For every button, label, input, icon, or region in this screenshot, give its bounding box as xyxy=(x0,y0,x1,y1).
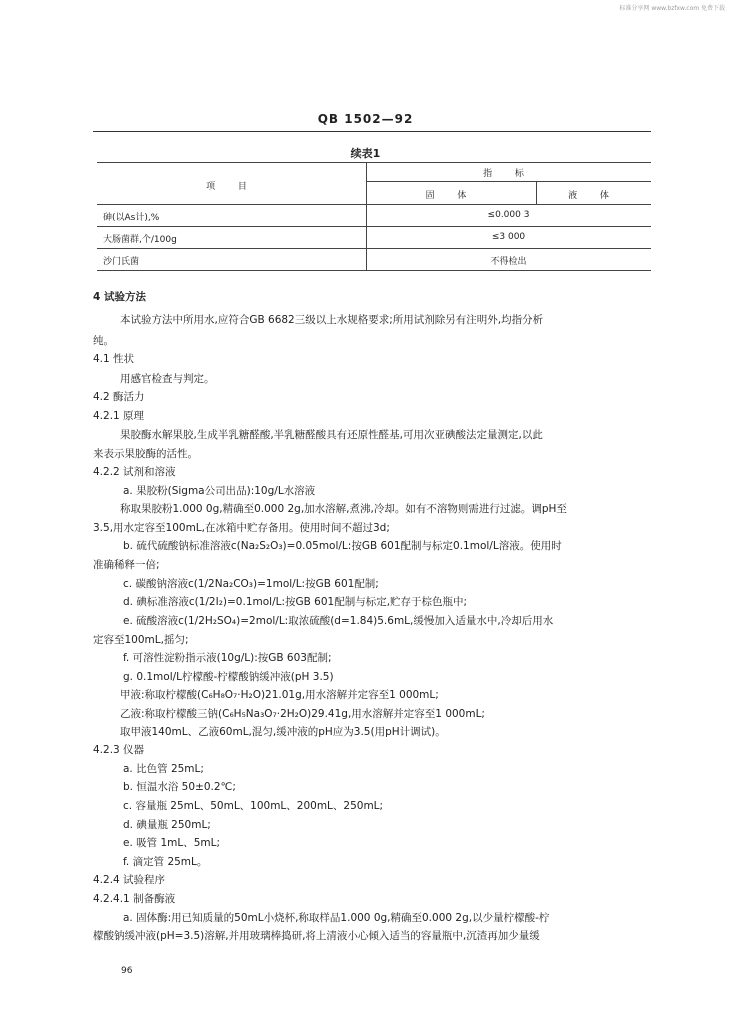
list-item: a. 固体酶:用已知质量的50mL小烧杯,称取样品1.000 0g,精确至0.000 2g,以少量柠檬酸-柠 xyxy=(123,912,550,924)
paragraph-line: 取甲液140mL、乙液60mL,混匀,缓冲液的pH应为3.5(用pH计调试)。 xyxy=(120,726,446,738)
subsection-heading: 4.2.2 试剂和溶液 xyxy=(93,466,176,478)
subsection-heading: 4.2 酶活力 xyxy=(93,391,145,403)
paragraph-line: 乙液:称取柠檬酸三钠(C₆H₅Na₃O₇·2H₂O)29.41g,用水溶解并定容至1 000mL; xyxy=(120,708,485,720)
subsection-heading: 4.2.4 试验程序 xyxy=(93,874,166,886)
paragraph-line: 甲液:称取柠檬酸(C₆H₈O₇·H₂O)21.01g,用水溶解并定容至1 000mL; xyxy=(120,689,439,701)
list-item: c. 容量瓶 25mL、50mL、100mL、200mL、250mL; xyxy=(123,800,384,812)
list-item: b. 恒温水浴 50±0.2℃; xyxy=(123,781,236,793)
list-item: c. 碳酸钠溶液c(1/2Na₂CO₃)=1mol/L:按GB 601配制; xyxy=(123,578,379,590)
table-row-label: 沙门氏菌 xyxy=(103,257,140,267)
table-bottom-rule xyxy=(97,270,651,271)
col-header-liquid: 液 体 xyxy=(568,191,619,201)
list-item: f. 可溶性淀粉指示液(10g/L):按GB 603配制; xyxy=(123,652,332,664)
table-title: 续表1 xyxy=(350,147,381,160)
paragraph-line: 准确稀释一倍; xyxy=(93,559,160,571)
subsection-heading: 4.2.4.1 制备酶液 xyxy=(93,893,176,905)
table-row-label: 砷(以As计),% xyxy=(103,213,160,223)
table-row-value: 不得检出 xyxy=(490,257,527,267)
col-header-solid: 固 体 xyxy=(425,191,477,201)
subsection-heading: 4.2.1 原理 xyxy=(93,410,145,422)
list-item: a. 比色管 25mL; xyxy=(123,763,204,775)
paragraph-line: 3.5,用水定容至100mL,在冰箱中贮存备用。使用时间不超过3d; xyxy=(93,522,390,534)
paragraph-line: 称取果胶粉1.000 0g,精确至0.000 2g,加水溶解,煮沸,冷却。如有不溶物则需进行过滤。调pH至 xyxy=(120,503,567,515)
table-header-rule xyxy=(97,204,651,205)
table-row-rule xyxy=(97,226,651,227)
table-row-rule xyxy=(97,248,651,249)
paragraph-line: 檬酸钠缓冲液(pH=3.5)溶解,并用玻璃棒捣研,将上清液小心倾入适当的容量瓶中,沉渣再加少量缓 xyxy=(93,930,540,942)
list-item: a. 果胶粉(Sigma公司出品):10g/L水溶液 xyxy=(123,485,316,497)
list-item: b. 硫代硫酸钠标准溶液c(Na₂S₂O₃)=0.05mol/L:按GB 601配制与标定0.1mol/L溶液。使用时 xyxy=(123,540,562,552)
standard-number: QB 1502—92 xyxy=(317,112,414,126)
subsection-heading: 4.1 性状 xyxy=(93,353,135,365)
header-rule xyxy=(93,131,651,132)
section-heading: 4 试验方法 xyxy=(93,291,146,303)
watermark: 标准分享网 www.bzfxw.com 免费下载 xyxy=(619,5,725,12)
paragraph-line: 纯。 xyxy=(93,335,114,347)
list-item: f. 滴定管 25mL。 xyxy=(123,856,208,868)
table-top-rule xyxy=(97,162,651,163)
table-row-label: 大肠菌群,个/100g xyxy=(103,235,177,245)
paragraph-line: 本试验方法中所用水,应符合GB 6682三级以上水规格要求;所用试剂除另有注明外,均指分析 xyxy=(120,314,544,326)
list-item: g. 0.1mol/L柠檬酸-柠檬酸钠缓冲液(pH 3.5) xyxy=(123,671,334,683)
page-number: 96 xyxy=(121,966,133,976)
paragraph-line: 来表示果胶酶的活性。 xyxy=(93,448,198,460)
list-item: e. 吸管 1mL、5mL; xyxy=(123,837,221,849)
paragraph-line: 用感官检查与判定。 xyxy=(120,373,215,385)
table-row-value: ≤3 000 xyxy=(491,232,526,242)
list-item: e. 硫酸溶液c(1/2H₂SO₄)=2mol/L:取浓硫酸(d=1.84)5.6mL,缓慢加入适量水中,冷却后用水 xyxy=(123,615,554,627)
subsection-heading: 4.2.3 仪器 xyxy=(93,744,145,756)
paragraph-line: 定容至100mL,摇匀; xyxy=(93,634,189,646)
table-row-value: ≤0.000 3 xyxy=(487,210,530,220)
list-item: d. 碘量瓶 250mL; xyxy=(123,819,211,831)
paragraph-line: 果胶酶水解果胶,生成半乳糖醛酸,半乳糖醛酸具有还原性醛基,可用次亚碘酸法定量测定,以此 xyxy=(120,429,543,441)
table-sub-rule xyxy=(366,181,651,182)
col-header-indicator: 指 标 xyxy=(483,169,534,179)
list-item: d. 碘标准溶液c(1/2I₂)=0.1mol/L:按GB 601配制与标定,贮存于棕色瓶中; xyxy=(123,596,468,608)
col-header-item: 项 目 xyxy=(206,182,257,192)
